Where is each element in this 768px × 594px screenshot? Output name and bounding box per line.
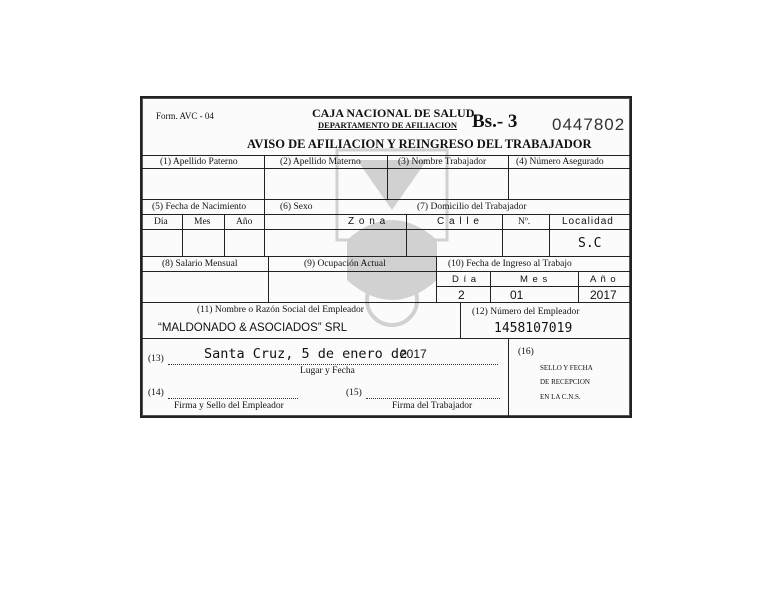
label-firma-trabajador: Firma del Trabajador <box>392 401 473 411</box>
label-empleador: (11) Nombre o Razón Social del Empleador <box>197 305 364 315</box>
ingreso-mes-value: 01 <box>510 288 524 302</box>
sello-line-2: DE RECEPCION <box>540 378 590 386</box>
label-mes: Mes <box>194 217 211 227</box>
label-ingreso-dia: D í a <box>452 274 478 285</box>
label-apellido-materno: (2) Apellido Materno <box>280 157 361 167</box>
label-lugar-fecha: Lugar y Fecha <box>300 366 355 376</box>
sello-line-3: EN LA C.N.S. <box>540 393 581 401</box>
form-title: AVISO DE AFILIACION Y REINGRESO DEL TRABAJADOR <box>247 137 592 151</box>
form-type: Bs.- 3 <box>472 111 518 132</box>
label-numero-empleador: (12) Número del Empleador <box>472 307 580 317</box>
form-code: Form. AVC - 04 <box>156 111 214 121</box>
label-nombre-trabajador: (3) Nombre Trabajador <box>398 157 487 167</box>
label-numero-asegurado: (4) Número Asegurado <box>516 157 604 167</box>
label-domicilio: (7) Domicilio del Trabajador <box>417 202 527 212</box>
label-field-14: (14) <box>148 388 164 398</box>
label-anio: Año <box>236 217 253 227</box>
label-field-16: (16) <box>518 347 534 357</box>
label-sexo: (6) Sexo <box>280 202 313 212</box>
numero-empleador-value: 1458107019 <box>494 321 573 336</box>
institution-name: CAJA NACIONAL DE SALUD <box>312 106 475 120</box>
label-ingreso-mes: M e s <box>520 274 549 285</box>
label-fecha-ingreso: (10) Fecha de Ingreso al Trabajo <box>448 259 572 269</box>
label-firma-empleador: Firma y Sello del Empleador <box>174 401 284 411</box>
label-salario: (8) Salario Mensual <box>162 259 238 269</box>
affiliation-form <box>140 96 632 418</box>
label-ocupacion: (9) Ocupación Actual <box>304 259 386 269</box>
department-name: DEPARTAMENTO DE AFILIACION <box>318 120 458 130</box>
label-localidad: Localidad <box>562 216 614 227</box>
label-zona: Z o n a <box>348 216 387 227</box>
localidad-value: S.C <box>578 236 602 251</box>
ingreso-anio-value: 2017 <box>590 288 617 302</box>
lugar-fecha-year: 2017 <box>400 347 427 361</box>
lugar-fecha-value: Santa Cruz, 5 de enero de <box>204 346 408 362</box>
label-field-13: (13) <box>148 354 164 364</box>
label-numero: Nº. <box>518 217 531 227</box>
label-dia: Día <box>154 217 168 227</box>
empleador-value: “MALDONADO & ASOCIADOS” SRL <box>158 322 348 334</box>
ingreso-dia-value: 2 <box>458 288 465 302</box>
serial-number: 0447802 <box>552 115 626 134</box>
label-apellido-paterno: (1) Apellido Paterno <box>160 157 238 167</box>
label-fecha-nacimiento: (5) Fecha de Nacimiento <box>152 202 247 212</box>
label-ingreso-anio: A ñ o <box>590 274 617 285</box>
label-calle: C a l l e <box>437 216 480 227</box>
sello-line-1: SELLO Y FECHA <box>540 364 593 372</box>
label-field-15: (15) <box>346 388 362 398</box>
